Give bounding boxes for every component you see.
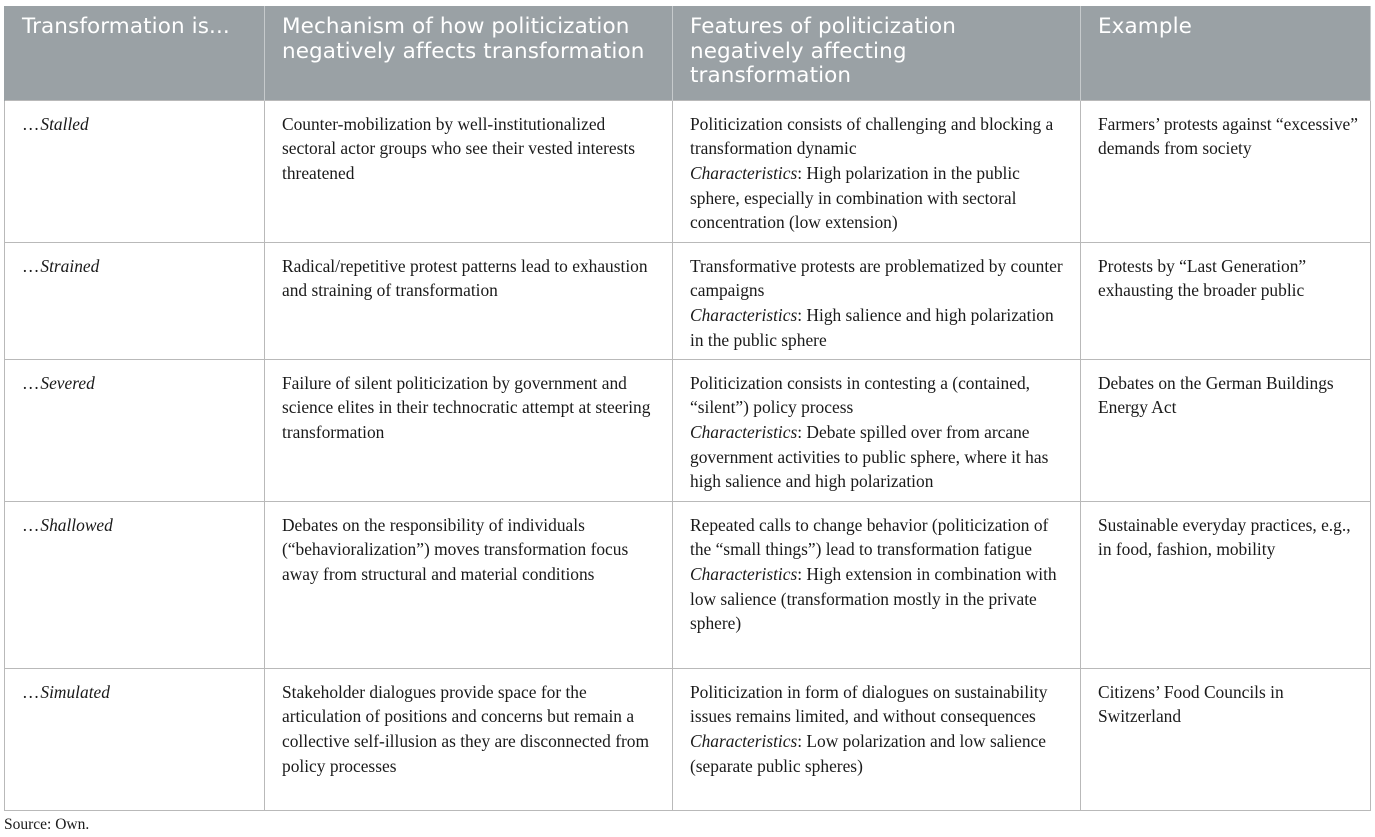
features-cell: [673, 242, 1081, 359]
features-cell: [673, 359, 1081, 501]
feature-text: Transformative protests are problematized by counter campaigns: [690, 255, 1063, 301]
header-features: Features of politicization negatively affecting transformation: [673, 6, 1081, 100]
characteristics-label: Characteristics: [690, 162, 798, 183]
row-label: Stalled: [40, 113, 89, 134]
row-label-cell: [5, 501, 265, 668]
ellipsis: …: [22, 514, 41, 535]
table-header: [5, 6, 1371, 100]
table-container: [4, 6, 1370, 811]
characteristics-label: Characteristics: [690, 730, 798, 751]
feature-text: Repeated calls to change behavior (politicization of the “small things”) lead to transformation fatigue: [690, 514, 1049, 560]
feature-text: Politicization consists of challenging and blocking a transformation dynamic: [690, 113, 1054, 159]
feature-text: Politicization in form of dialogues on sustainability issues remains limited, and without consequences: [690, 681, 1048, 727]
mechanism-cell: Debates on the responsibility of individuals (“behavioralization”) moves transformation focus away from structural and material conditions: [265, 501, 673, 668]
example-cell: Debates on the German Buildings Energy Act: [1081, 359, 1371, 501]
row-label: Strained: [40, 255, 100, 276]
characteristics-text: : Debate spilled over from arcane government activities to public sphere, where it has high salience and high polarization: [690, 421, 1049, 492]
source-note: Source: Own.: [4, 816, 90, 833]
characteristics-text: : High salience and high polarization in the public sphere: [690, 304, 1054, 350]
example-cell: Protests by “Last Generation” exhausting the broader public: [1081, 242, 1371, 359]
characteristics-label: Characteristics: [690, 304, 798, 325]
ellipsis: …: [22, 255, 41, 276]
table-row: [5, 242, 1371, 359]
table-row: [5, 501, 1371, 668]
row-label: Severed: [40, 372, 95, 393]
example-cell: Sustainable everyday practices, e.g., in food, fashion, mobility: [1081, 501, 1371, 668]
features-cell: [673, 668, 1081, 810]
ellipsis: …: [22, 372, 41, 393]
row-label-cell: [5, 242, 265, 359]
table-body: [5, 100, 1371, 810]
row-label: Shallowed: [40, 514, 113, 535]
header-example: Example: [1081, 6, 1371, 100]
table-row: [5, 359, 1371, 501]
table-row: [5, 100, 1371, 242]
characteristics-text: : High polarization in the public sphere, especially in combination with sectoral concentration (low extension): [690, 162, 1020, 233]
example-cell: Citizens’ Food Councils in Switzerland: [1081, 668, 1371, 810]
mechanism-cell: Radical/repetitive protest patterns lead to exhaustion and straining of transformation: [265, 242, 673, 359]
header-transformation: Transformation is...: [5, 6, 265, 100]
row-label-cell: [5, 359, 265, 501]
ellipsis: …: [22, 113, 41, 134]
row-label-cell: [5, 668, 265, 810]
row-label-cell: [5, 100, 265, 242]
characteristics-label: Characteristics: [690, 421, 798, 442]
transformation-table: [4, 6, 1371, 811]
feature-text: Politicization consists in contesting a (contained, “silent”) policy process: [690, 372, 1031, 418]
mechanism-cell: Failure of silent politicization by government and science elites in their technocratic attempt at steering transformation: [265, 359, 673, 501]
characteristics-text: : High extension in combination with low salience (transformation mostly in the private sphere): [690, 563, 1057, 634]
example-cell: Farmers’ protests against “excessive” demands from society: [1081, 100, 1371, 242]
header-mechanism: Mechanism of how politicization negatively affects transformation: [265, 6, 673, 100]
table-row: [5, 668, 1371, 810]
row-label: Simulated: [40, 681, 110, 702]
characteristics-label: Characteristics: [690, 563, 798, 584]
ellipsis: …: [22, 681, 41, 702]
mechanism-cell: Stakeholder dialogues provide space for the articulation of positions and concerns but remain a collective self-illusion as they are disconnected from policy processes: [265, 668, 673, 810]
features-cell: [673, 501, 1081, 668]
characteristics-text: : Low polarization and low salience (separate public spheres): [690, 730, 1046, 776]
header-row: [5, 6, 1371, 100]
features-cell: [673, 100, 1081, 242]
mechanism-cell: Counter-mobilization by well-institutionalized sectoral actor groups who see their vested interests threatened: [265, 100, 673, 242]
